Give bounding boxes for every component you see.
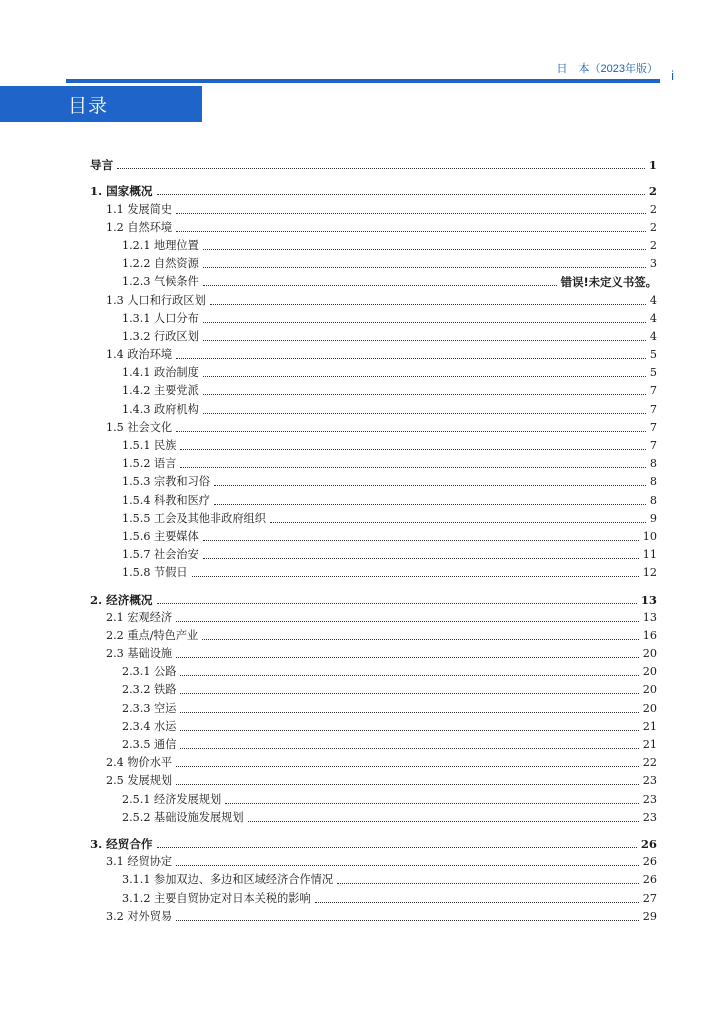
toc-entry-page: 13 [642,610,657,624]
toc-entry-page: 7 [649,384,657,398]
toc-entry-page: 7 [649,439,657,452]
dot-leader [203,267,646,268]
toc-entry-page: 23 [642,792,657,806]
dot-leader [180,730,638,731]
toc-entry-page: 4 [649,311,657,325]
toc-entry[interactable] [90,508,657,526]
toc-entry-title: 2.5 发展规划 [106,774,173,788]
toc-entry-page: 21 [642,738,657,751]
toc-entry-page: 12 [642,566,657,580]
toc-entry-page: 2 [649,202,657,216]
dot-leader [157,194,645,195]
toc-entry[interactable] [90,271,657,289]
toc-entry[interactable] [90,851,657,869]
toc-entry-title: 3.1 经贸协定 [106,855,173,869]
toc-entry-title: 1.3.1 人口分布 [122,311,199,325]
dot-leader [117,168,645,169]
toc-entry-title: 2.3.4 水运 [122,719,177,733]
dot-leader [180,712,638,713]
toc-entry-title: 1.5.5 工会及其他非政府组织 [122,511,266,525]
toc-entry-title: 2.1 宏观经济 [106,610,173,624]
toc-entry[interactable] [90,326,657,344]
dot-leader [176,784,639,785]
dot-leader [214,485,646,486]
toc-entry-title: 2.3.2 铁路 [122,683,177,697]
toc-entry-page: 16 [642,628,657,642]
toc-entry[interactable] [90,562,657,580]
toc-entry[interactable] [90,453,657,471]
toc-entry[interactable] [90,471,657,489]
toc-entry-title: 1.3.2 行政区划 [122,329,199,343]
toc-entry[interactable] [90,253,657,271]
toc-entry[interactable] [90,154,657,172]
toc-entry[interactable] [90,489,657,507]
toc-entry-page: 20 [642,701,657,715]
toc-entry-title: 1.4.3 政府机构 [122,402,199,416]
toc-entry[interactable] [90,833,657,851]
toc-entry-page: 1 [648,158,657,173]
toc-entry-title: 导言 [90,158,114,173]
toc-entry-title: 1.5.7 社会治安 [122,548,199,562]
dot-leader [203,376,646,377]
toc-entry-title: 1.4.2 主要党派 [122,384,199,398]
document-title: 日 本（2023年版） [556,63,658,75]
toc-entry-title: 1.1 发展简史 [106,202,173,216]
toc-entry[interactable] [90,661,657,679]
toc-entry-page: 22 [642,756,657,770]
toc-entry-page: 10 [642,529,657,543]
toc-entry-title: 2.3.5 通信 [122,738,177,751]
dot-leader [192,576,639,577]
toc-entry[interactable] [90,625,657,643]
toc-entry[interactable] [90,788,657,806]
dot-leader [270,522,646,523]
toc-entry-page: 20 [642,683,657,697]
toc-entry-page: 9 [649,511,657,525]
dot-leader [337,883,639,884]
toc-entry[interactable] [90,679,657,697]
toc-entry-title: 2.3.1 公路 [122,665,177,679]
toc-heading: 目录 [68,95,109,117]
toc-entry-title: 3.1.1 参加双边、多边和区域经济合作情况 [122,873,334,887]
toc-entry-title: 1. 国家概况 [90,184,153,199]
toc-entry[interactable] [90,716,657,734]
toc-entry-title: 3.2 对外贸易 [106,909,173,923]
toc-entry-title: 3. 经贸合作 [90,836,153,851]
dot-leader [176,431,646,432]
toc-entry-title: 1.2.2 自然资源 [122,257,199,271]
toc-entry-page: 26 [640,836,657,851]
dot-leader [203,540,639,541]
dot-leader [315,902,639,903]
toc-entry-title: 1.2 自然环境 [106,220,173,234]
toc-entry-title: 2.3.3 空运 [122,701,177,715]
dot-leader [203,413,646,414]
toc-entry[interactable] [90,770,657,788]
toc-entry-page: 8 [649,457,657,471]
dot-leader [180,675,638,676]
toc-entry-page: 23 [642,774,657,788]
toc-entry-page: 26 [642,873,657,887]
dot-leader [180,449,645,450]
toc-entry-page: 2 [649,220,657,234]
dot-leader [210,304,646,305]
dot-leader [203,249,646,250]
dot-leader [225,803,639,804]
toc-entry-title: 2.2 重点/特色产业 [106,628,199,642]
toc-entry[interactable] [90,417,657,435]
toc-entry-page: 20 [642,665,657,679]
toc-entry-title: 3.1.2 主要自贸协定对日本关税的影响 [122,891,311,905]
toc-entry-title: 1.2.1 地理位置 [122,238,199,252]
toc-entry[interactable] [90,180,657,198]
toc-entry[interactable] [90,906,657,924]
toc-entry[interactable] [90,588,657,606]
toc-entry-title: 1.3 人口和行政区划 [106,293,206,307]
dot-leader [176,865,639,866]
dot-leader [157,603,637,604]
toc-entry-page: 21 [642,719,657,733]
toc-entry-title: 1.4.1 政治制度 [122,366,199,380]
toc-entry[interactable] [90,289,657,307]
toc-entry-page: 4 [649,293,657,307]
dot-leader [180,467,645,468]
toc-entry-page: 26 [642,855,657,869]
toc-entry[interactable] [90,807,657,825]
toc-entry-page: 3 [649,257,657,271]
toc-entry[interactable] [90,887,657,905]
toc-entry-page: 错误!未定义书签。 [560,275,657,290]
toc-entry[interactable] [90,344,657,362]
toc-entry[interactable] [90,734,657,752]
toc-entry-title: 1.5 社会文化 [106,420,173,434]
toc-entry-page: 5 [649,366,657,380]
toc-entry[interactable] [90,235,657,253]
dot-leader [176,621,639,622]
toc-entry[interactable] [90,308,657,326]
dot-leader [157,847,637,848]
toc-entry-title: 1.5.3 宗教和习俗 [122,475,210,489]
toc-entry[interactable] [90,362,657,380]
toc-entry-page: 29 [642,909,657,923]
toc-entry-page: 4 [649,329,657,343]
dot-leader [203,558,639,559]
toc-entry[interactable] [90,544,657,562]
toc-entry[interactable] [90,398,657,416]
toc-entry-page: 23 [642,810,657,824]
header-rule [66,79,660,83]
toc-entry-page: 13 [640,592,657,607]
dot-leader [176,766,639,767]
toc-entry-title: 1.5.8 节假日 [122,566,188,580]
dot-leader [176,920,639,921]
dot-leader [214,504,646,505]
toc-entry-title: 1.5.2 语言 [122,457,177,471]
toc-entry-page: 11 [642,548,657,562]
dot-leader [203,394,646,395]
toc-entry-title: 1.5.6 主要媒体 [122,529,199,543]
toc-entry-page: 5 [649,348,657,362]
toc-entry[interactable] [90,435,657,453]
dot-leader [202,639,639,640]
toc-entry-page: 2 [648,184,657,199]
toc-entry-title: 2.3 基础设施 [106,647,173,661]
page-number: i [671,68,674,83]
toc-entry-title: 1.2.3 气候条件 [122,275,199,289]
toc-entry-page: 27 [642,891,657,905]
toc-entry-page: 7 [649,402,657,416]
toc-entry-title: 2. 经济概况 [90,592,153,607]
toc-entry-title: 2.5.1 经济发展规划 [122,792,222,806]
toc-entry[interactable] [90,526,657,544]
dot-leader [176,657,639,658]
dot-leader [203,285,557,286]
dot-leader [176,231,646,232]
dot-leader [176,213,646,214]
toc-entry-title: 2.5.2 基础设施发展规划 [122,810,244,824]
toc-entry-page: 20 [642,647,657,661]
toc-entry-page: 2 [649,238,657,252]
dot-leader [176,358,646,359]
toc-entry-page: 8 [649,475,657,489]
dot-leader [203,322,646,323]
toc-entry-title: 1.5.4 科教和医疗 [122,493,210,507]
dot-leader [180,748,638,749]
table-of-contents [90,154,657,924]
dot-leader [203,340,646,341]
toc-entry[interactable] [90,869,657,887]
toc-entry[interactable] [90,643,657,661]
toc-entry[interactable] [90,752,657,770]
toc-entry-title: 1.5.1 民族 [122,439,177,452]
toc-entry-page: 7 [649,420,657,434]
toc-entry-title: 2.4 物价水平 [106,756,173,770]
toc-entry[interactable] [90,380,657,398]
dot-leader [180,693,638,694]
toc-entry[interactable] [90,697,657,715]
dot-leader [248,821,639,822]
toc-banner [0,86,202,122]
toc-entry-title: 1.4 政治环境 [106,348,173,362]
toc-entry[interactable] [90,217,657,235]
toc-entry[interactable] [90,198,657,216]
toc-entry-page: 8 [649,493,657,507]
toc-entry[interactable] [90,607,657,625]
